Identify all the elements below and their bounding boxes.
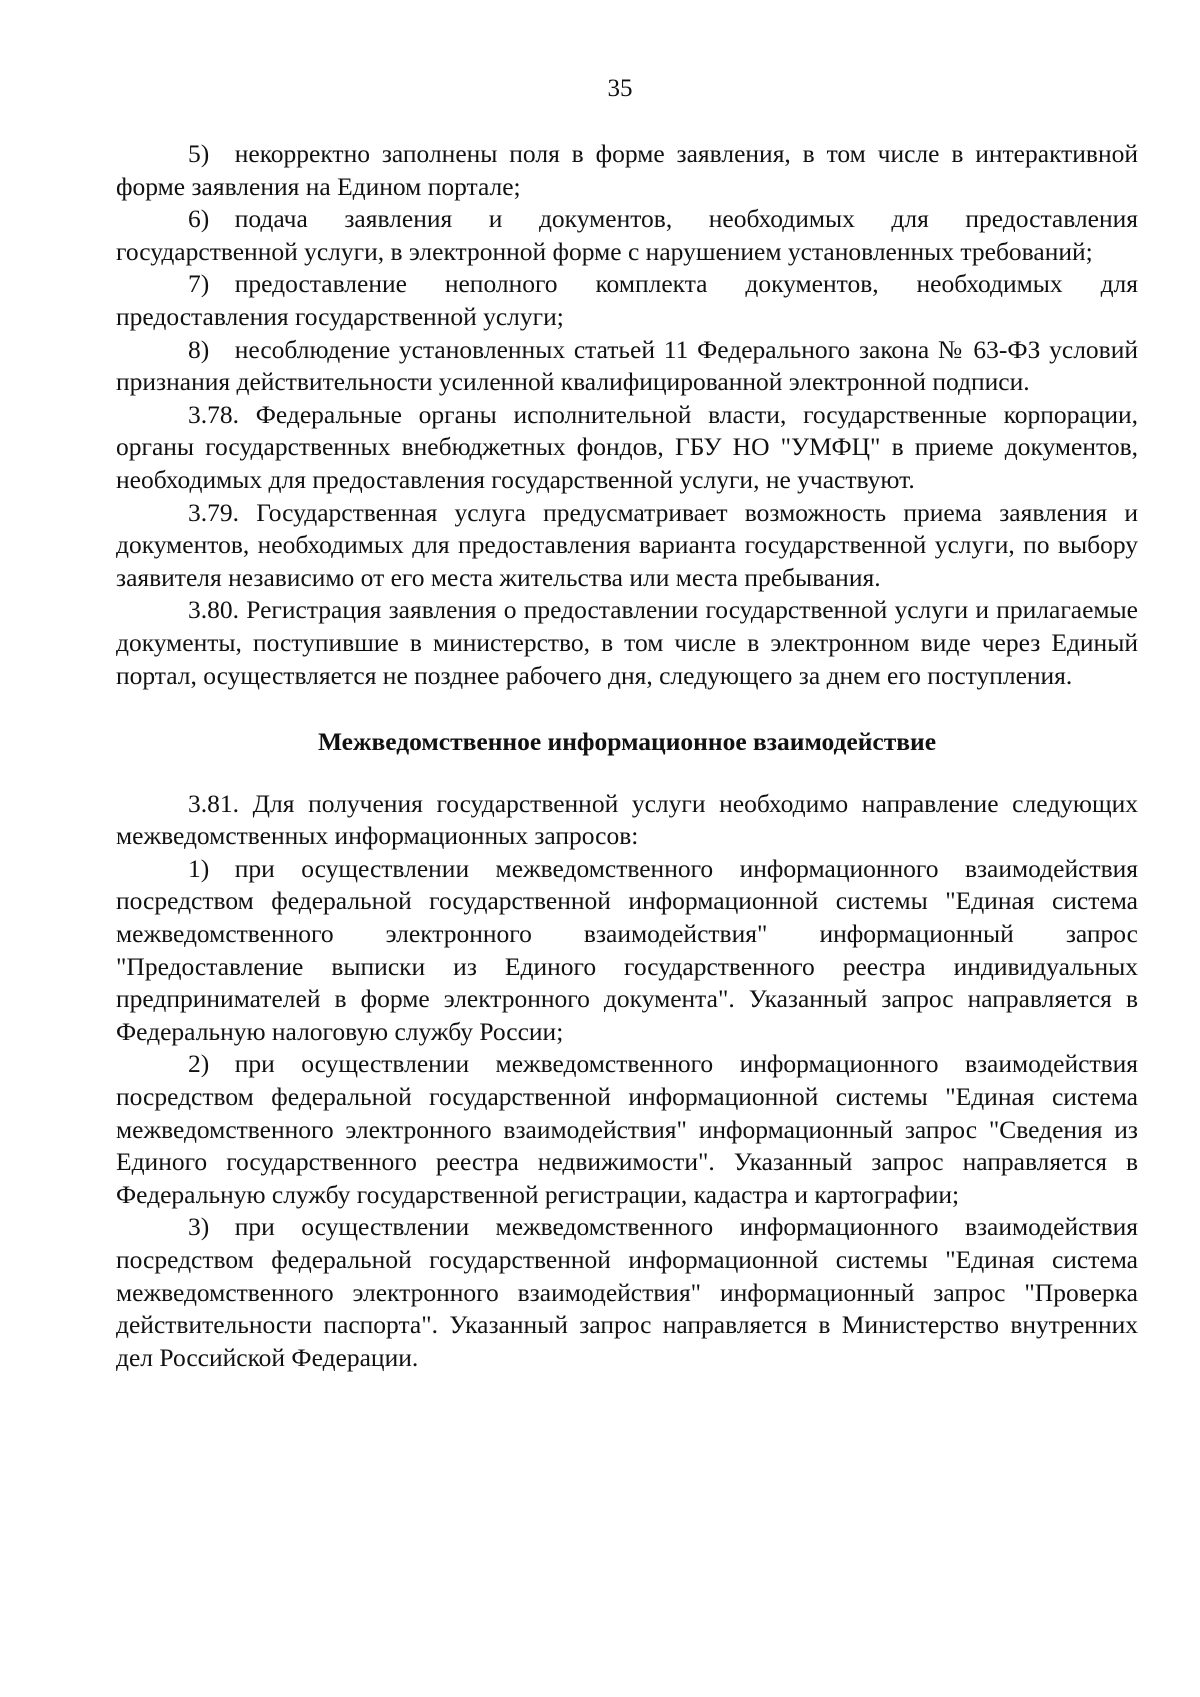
paragraph-item-5: 5) некорректно заполнены поля в форме заявления, в том числе в интерактивной форме заявления на Едином портале; <box>116 139 1138 201</box>
page-number: 35 <box>607 75 633 102</box>
paragraph-request-1: 1) при осуществлении межведомственного информационного взаимодействия посредством федеральной государственной информационной системы "Единая система межведомственного электронного взаимодействия" информационный запрос "Предоставление выписки из Единого государственного реестра индивидуальных предпринимателей в форме электронного документа". Указанный запрос направляется в Федеральную налоговую службу России; <box>116 853 1138 1046</box>
section-spacer <box>116 692 1138 702</box>
paragraph-3-80: 3.80. Регистрация заявления о предоставлении государственной услуги и прилагаемые документы, поступившие в министерство, в том числе в электронном виде через Единый портал, осуществляется не позднее рабочего дня, следующего за днем его поступления. <box>116 595 1138 690</box>
paragraph-request-3: 3) при осуществлении межведомственного информационного взаимодействия посредством федеральной государственной информационной системы "Единая система межведомственного электронного взаимодействия" информационный запрос "Проверка действительности паспорта". Указанный запрос направляется в Министерство внутренних дел Российской Федерации. <box>116 1212 1138 1372</box>
paragraph-3-81: 3.81. Для получения государственной услуги необходимо направление следующих межведомственных информационных запросов: <box>116 788 1138 851</box>
paragraph-3-78: 3.78. Федеральные органы исполнительной власти, государственные корпорации, органы государственных внебюджетных фондов, ГБУ НО "УМФЦ" в приеме документов, необходимых для предоставления государственной услуги, не участвуют. <box>116 399 1138 494</box>
section-heading: Межведомственное информационное взаимодействие <box>317 727 937 757</box>
paragraph-request-2: 2) при осуществлении межведомственного информационного взаимодействия посредством федеральной государственной информационной системы "Единая система межведомственного электронного взаимодействия" информационный запрос "Сведения из Единого государственного реестра недвижимости". Указанный запрос направляется в Федеральную службу государственной регистрации, кадастра и картографии; <box>116 1049 1138 1209</box>
paragraph-3-79: 3.79. Государственная услуга предусматривает возможность приема заявления и документов, необходимых для предоставления варианта государственной услуги, по выбору заявителя независимо от его места жительства или места пребывания. <box>116 497 1138 592</box>
paragraph-item-8: 8) несоблюдение установленных статьей 11 Федерального закона № 63-ФЗ условий признания действительности усиленной квалифицированной электронной подписи. <box>116 334 1138 397</box>
paragraph-item-6: 6) подача заявления и документов, необходимых для предоставления государственной услуги, в электронной форме с нарушением установленных требований; <box>116 204 1138 266</box>
document-body <box>116 138 1138 1374</box>
paragraph-item-7: 7) предоставление неполного комплекта документов, необходимых для предоставления государственной услуги; <box>116 269 1138 331</box>
